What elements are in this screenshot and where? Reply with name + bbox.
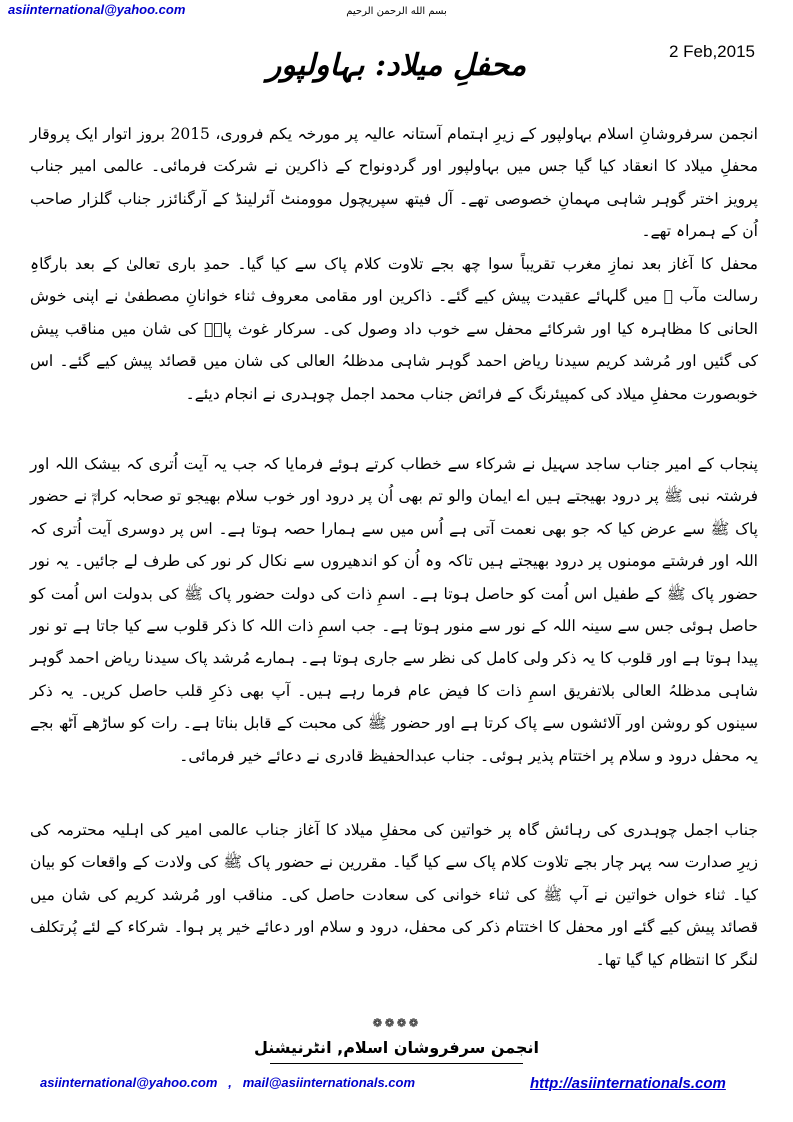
divider-line [270, 1063, 523, 1064]
date: 2 Feb,2015 [668, 42, 755, 61]
header-email[interactable]: asiinternational@yahoo.com [8, 2, 186, 17]
paragraph-3: پنجاب کے امیر جناب ساجد سہیل نے شرکاء سے خطاب کرتے ہوئے فرمایا کہ جب یہ آیت اُتری کہ بیشک اللہ اور فرشتہ نبی ﷺ پر درود بھیجتے ہیں اے ایمان والو تم بھی اُن پر درود اور خوب سلام بھیجو تو صحابہ کرامؓ نے حضور پاک ﷺ سے عرض کیا کہ جو بھی نعمت آتی ہے اُس میں سے ہمارا حصہ ہوتا ہے۔ اس پر دوسری آیت اُتری کہ اللہ اور فرشتے مومنوں پر درود بھیجتے ہیں تاکہ وہ اُن کو اندھیروں سے نکال کر نور کی طرف لے جائیں۔ یہ نور حضور پاک ﷺ کے طفیل اس اُمت کو حاصل ہوتا ہے۔ اسمِ ذات کی دولت حضور پاک ﷺ کی بدولت اس اُمت کو حاصل ہوئی جس سے سینہ اللہ کے نور سے منور ہوتا ہے۔ جب اسمِ ذات اللہ کا ذکر قلوب سے کیا جاتا ہے تو نور پیدا ہوتا ہے اور قلوب کا یہ ذکر ولی کامل کی نظر سے جاری ہوتا ہے۔ ہمارے مُرشد پاک سیدنا ریاض احمد گوہر شاہی مدظلہُ العالی بلاتفریق اسمِ ذات کا فیض عام فرما رہے ہیں۔ آپ بھی ذکرِ قلب حاصل کریں۔ یہ ذکر سینوں کو روشن اور آلائشوں سے پاک کرتا ہے اور حضور ﷺ کی محبت کے قابل بناتا ہے۔ رات کو ساڑھے آٹھ بجے یہ محفل درود و سلام پر اختتام پذیر ہوئی۔ جناب عبدالحفیظ قادری نے دعائے خیر فرمائی۔ [30, 455, 758, 765]
footer-emails [40, 1075, 415, 1090]
article-body [30, 118, 758, 969]
paragraph-1: انجمن سرفروشانِ اسلام بہاولپور کے زیرِ اہتمام آستانہ عالیہ پر مورخہ یکم فروری، 2015 بروز اتوار ایک پروقار محفلِ میلاد کا انعقاد کیا گیا جس میں بہاولپور اور گردونواح کے ذاکرین نے شرکت فرمائی۔ عالمی امیر جناب پرویز اختر گوہر شاہی مہمانِ خصوصی تھے۔ آل فیتھ سپریچول موومنٹ آئرلینڈ کے آرگنائزر جناب گلزار صاحب اُن کے ہمراہ تھے۔ [30, 125, 758, 241]
footer-email-mail[interactable]: mail@asiinternationals.com [242, 1075, 416, 1090]
paragraph-4: جناب اجمل چوہدری کی رہائش گاہ پر خواتین کی محفلِ میلاد کا آغاز جناب عالمی امیر کی اہلیہ محترمہ کی زیرِ صدارت سہ پہر چار بجے تلاوت کلام پاک سے کیا گیا۔ مقررین نے حضور پاک ﷺ کی ولادت کے واقعات کو بیان کیا۔ ثناء خواں خواتین نے آپ ﷺ کی ثناء خوانی کی سعادت حاصل کی۔ مناقب اور مُرشد کریم کی شان میں قصائد پیش کیے گئے اور محفل کا اختتام ذکر کی محفل، درود و سلام اور دعائے خیر پر ہوا۔ شرکاء کے لئے پُرتکلف لنگر کا انتظام کیا گیا تھا۔ [30, 821, 758, 969]
website-link[interactable]: http://asiinternationals.com [530, 1075, 726, 1092]
page-title: محفلِ میلاد: بہاولپور [266, 48, 527, 83]
organization-name: انجمن سرفروشان اسلام, انٹرنیشنل [253, 1038, 540, 1057]
bismillah: بسم الله الرحمن الرحیم [346, 6, 447, 17]
footer-url[interactable] [530, 1075, 726, 1092]
footer-separator: , [228, 1075, 232, 1090]
paragraph-2: محفل کا آغاز بعد نمازِ مغرب تقریباً سوا چھ بجے تلاوت کلام پاک سے کیا گیا۔ حمدِ باری تعالیٰ کے بعد بارگاہِ رسالت مآب ﷺ میں گلہائے عقیدت پیش کیے گئے۔ ذاکرین اور مقامی معروف ثناء خوانانِ مصطفیٰ نے اپنی خوش الحانی کا مظاہرہ کیا اور شرکائے محفل سے خوب داد وصول کی۔ سرکار غوث پاکؓ کی شان میں مناقب پیش کی گئیں اور مُرشد کریم سیدنا ریاض احمد گوہر شاہی مدظلہُ العالی کی شان میں قصائد پیش کیے گئے۔ اس خوبصورت محفلِ میلاد کی کمپیئرنگ کے فرائض جناب محمد اجمل چوہدری نے انجام دیئے۔ [30, 255, 758, 403]
footer-email-yahoo[interactable]: asiinternational@yahoo.com [40, 1075, 218, 1090]
ornament-divider: ❁❁❁❁ [372, 1016, 421, 1030]
